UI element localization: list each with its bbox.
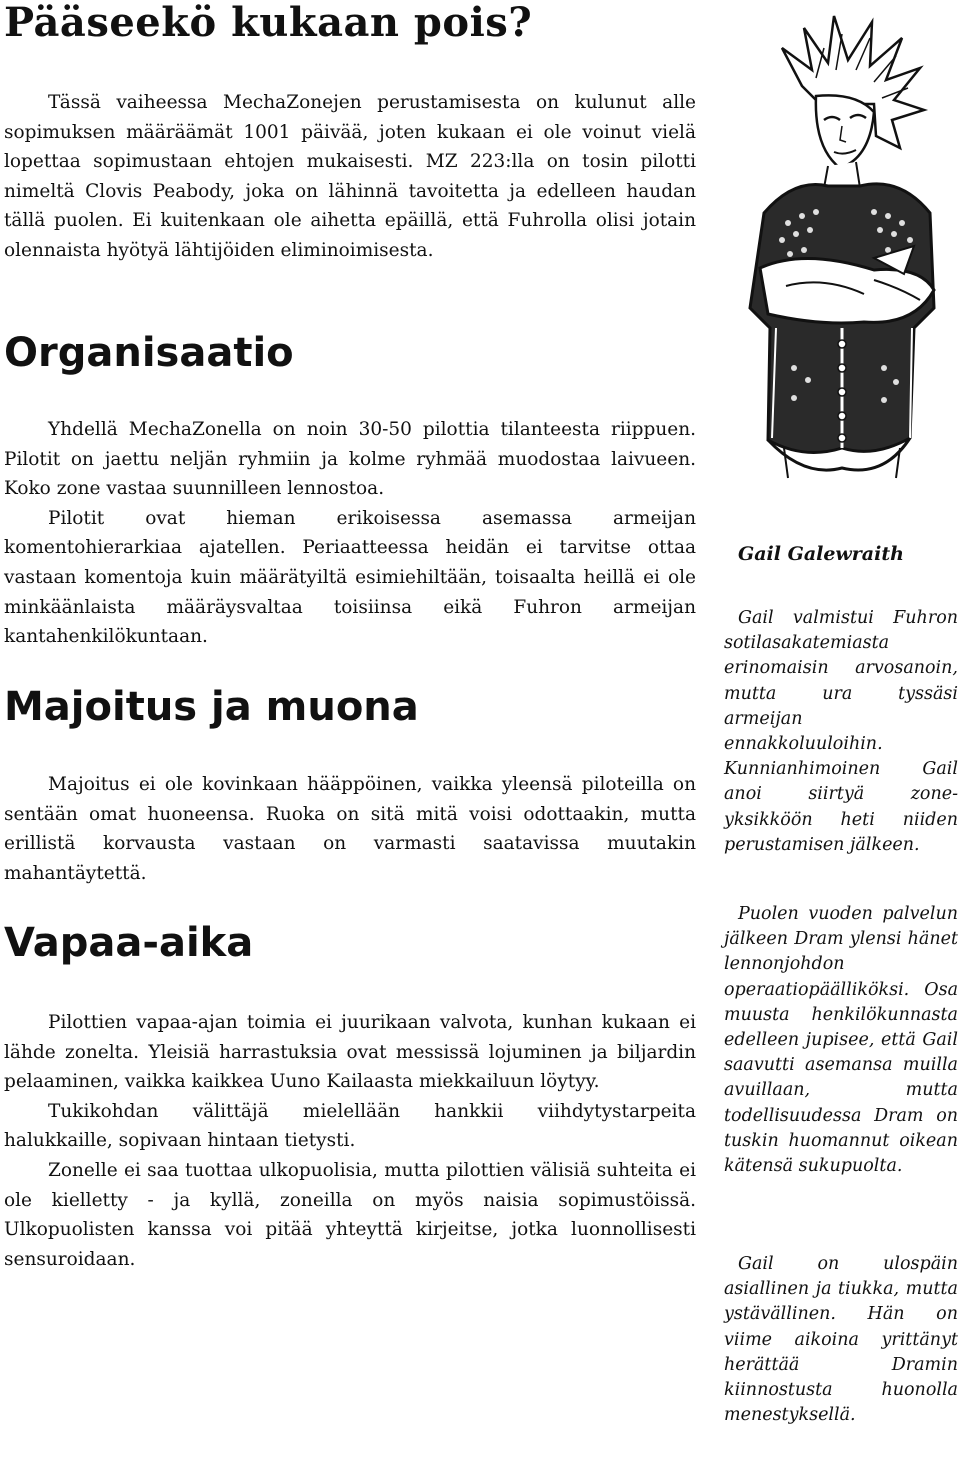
paragraph: Tukikohdan välittäjä mielellään hankkii viihdytystarpeita halukkaille, sopivaan hintaan tietysti.	[4, 1100, 696, 1152]
character-portrait-icon	[724, 8, 956, 528]
paragraph: Pilotit ovat hieman erikoisessa asemassa armeijan komentohierarkiaa ajatellen. Periaatteessa heidän ei tarvitse ottaa vastaan komentoja kuin määrätyiltä esimiehiltään, toisaalta heillä ei ole minkäänlaista määräysvaltaa toisiinsa eikä Fuhron armeijan kantahenkilökuntaan.	[4, 507, 696, 648]
sidebar-paragraph: Gail on ulospäin asiallinen ja tiukka, mutta ystävällinen. Hän on viime aikoina yrittänyt herättää Dramin kiinnostusta huonolla menestyksellä.	[724, 1254, 958, 1426]
page-title: Pääseekö kukaan pois?	[4, 0, 533, 46]
paragraph: Majoitus ei ole kovinkaan hääppöinen, vaikka yleensä piloteilla on sentään omat huoneensa. Ruoka on sitä mitä voisi odottaakin, mutta erillistä korvausta vastaan on varmasti saatavissa muutakin mahantäytettä.	[4, 774, 696, 884]
intro-paragraph: Tässä vaiheessa MechaZonejen perustamisesta on kulunut alle sopimuksen määräämät 1001 päivää, joten kukaan ei ole voinut vielä lopettaa sopimustaan ehtojen mukaisesti. MZ 223:lla on tosin pilotti nimeltä Clovis Peabody, joka on lähinnä tavoitetta ja edelleen haudan tällä puolen. Ei kuitenkaan ole aihetta epäillä, että Fuhrolla olisi jotain olennaista hyötyä lähtijöiden eliminoimisesta.	[4, 92, 696, 261]
sidebar-paragraph: Puolen vuoden palvelun jälkeen Dram ylensi hänet lennonjohdon operaatiopäälliköksi. Osa muusta henkilökunnasta edelleen jupisee, että Gail saavutti asemansa muilla avuillaan, mutta todellisuudessa Dram on tuskin huomannut oikean kätensä sukupuolta.	[724, 904, 958, 1177]
sidebar-text-1	[724, 606, 958, 858]
section-heading-organisaatio: Organisaatio	[4, 330, 294, 376]
intro-text	[4, 88, 696, 266]
paragraph: Yhdellä MechaZonella on noin 30-50 pilottia tilanteesta riippuen. Pilotit on jaettu neljän ryhmiin ja kolme ryhmää muodostaa laivueen. Koko zone vastaa suunnilleen lennostoa.	[4, 419, 696, 500]
sidebar-text-3	[724, 1252, 958, 1428]
paragraph: Pilottien vapaa-ajan toimia ei juurikaan valvota, kunhan kukaan ei lähde zonelta. Yleisiä harrastuksia ovat messissä lojuminen ja biljardin pelaaminen, vaikka kaikkea Uuno Kailaasta miekkailuun löytyy.	[4, 1012, 696, 1093]
section-body-vapaa-aika	[4, 1008, 696, 1274]
section-heading-majoitus: Majoitus ja muona	[4, 684, 419, 730]
section-body-organisaatio	[4, 415, 696, 652]
paragraph: Zonelle ei saa tuottaa ulkopuolisia, mutta pilottien välisiä suhteita ei ole kielletty - ja kyllä, zoneilla on myös naisia sopimustöissä. Ulkopuolisten kanssa voi pitää yhteyttä kirjeitse, jotka luonnollisesti sensuroidaan.	[4, 1159, 696, 1270]
illustration-caption: Gail Galewraith	[738, 543, 904, 565]
section-heading-vapaa-aika: Vapaa-aika	[4, 920, 254, 966]
sidebar-paragraph: Gail valmistui Fuhron sotilasakatemiasta erinomaisin arvosanoin, mutta ura tyssäsi armeijan ennakkoluuloihin. Kunnianhimoinen Gail anoi siirtyä zone-yksikköön heti niiden perustamisen jälkeen.	[724, 608, 958, 855]
section-body-majoitus	[4, 770, 696, 888]
sidebar-text-2	[724, 902, 958, 1179]
